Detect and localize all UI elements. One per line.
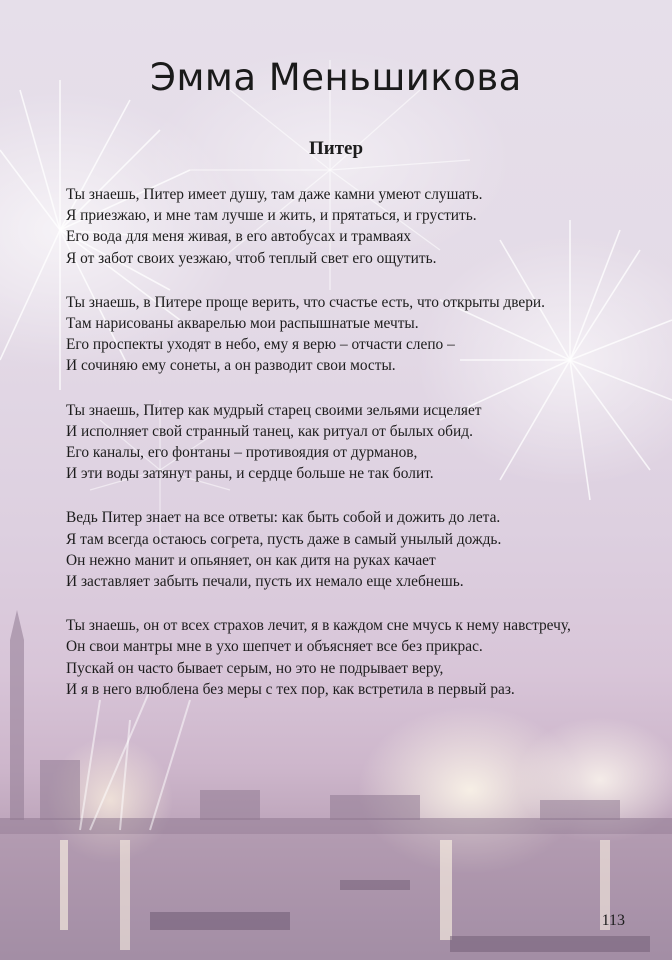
poem-line: И сочиняю ему сонеты, а он разводит свои мосты.	[66, 357, 396, 375]
stanza	[66, 615, 656, 700]
poem-line: Он свои мантры мне в ухо шепчет и объясняет все без прикрас.	[66, 638, 483, 656]
poem-line: Его проспекты уходят в небо, ему я верю – отчасти слепо –	[66, 336, 455, 354]
stanza	[66, 507, 656, 592]
poem-line: Я приезжаю, и мне там лучше и жить, и прятаться, и грустить.	[66, 207, 477, 225]
poem-line: И я в него влюблена без меры с тех пор, как встретила в первый раз.	[66, 680, 515, 698]
poem-line: И исполняет свой странный танец, как ритуал от былых обид.	[66, 422, 473, 440]
poem-line: И заставляет забыть печали, пусть их немало еще хлебнешь.	[66, 573, 464, 591]
stanza	[66, 184, 656, 269]
author-name: Эмма Меньшикова	[150, 56, 522, 99]
poem-line: Там нарисованы акварелью мои распышнатые мечты.	[66, 315, 419, 333]
poem-line: Пускай он часто бывает серым, но это не подрывает веру,	[66, 659, 444, 677]
poem-line: Ты знаешь, он от всех страхов лечит, я в каждом сне мчусь к нему навстречу,	[66, 617, 571, 635]
poem-line: Его вода для меня живая, в его автобусах и трамваях	[66, 228, 412, 246]
poem-line: Он нежно манит и опьяняет, он как дитя на руках качает	[66, 551, 436, 569]
poem-title: Питер	[308, 138, 364, 159]
river	[0, 834, 672, 960]
poem-body	[66, 184, 656, 723]
poem-line: Я там всегда остаюсь согрета, пусть даже в самый унылый дождь.	[66, 530, 502, 548]
poem-line: Его каналы, его фонтаны – противоядия от дурманов,	[66, 444, 418, 462]
page-number: 113	[601, 912, 625, 929]
poem-line: И эти воды затянут раны, и сердце больше не так болит.	[66, 465, 434, 483]
stanza	[66, 400, 656, 485]
poem-line: Ты знаешь, Питер как мудрый старец своими зельями исцеляет	[66, 401, 482, 419]
poem-line: Ты знаешь, Питер имеет душу, там даже камни умеют слушать.	[66, 186, 483, 203]
poem-line: Ты знаешь, в Питере проще верить, что счастье есть, что открыты двери.	[66, 293, 546, 311]
poem-line: Я от забот своих уезжаю, чтоб теплый свет его ощутить.	[66, 249, 437, 267]
stanza	[66, 292, 656, 377]
poem-line: Ведь Питер знает на все ответы: как быть собой и дожить до лета.	[66, 509, 501, 527]
